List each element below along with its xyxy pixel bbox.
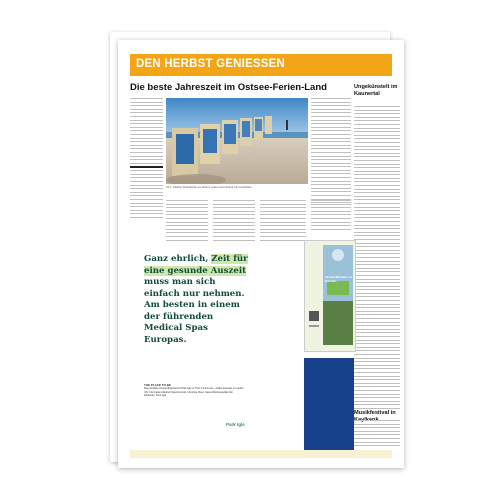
article-column-lower-2	[213, 200, 255, 243]
beach-chairs-photo	[166, 98, 308, 184]
park-igls-logo: Park Igls	[226, 422, 245, 427]
ad-slogan	[144, 254, 252, 346]
photo-caption: Ab 1. Oktober Strandkörbe am Strand, sowie Fotos Strand zum Herbstfest.	[166, 186, 253, 189]
side-article-title: Ungekünstelt im Kaunertal	[354, 84, 398, 97]
blue-ad-block	[304, 358, 354, 450]
article-headline: Die beste Jahreszeit im Ostsee-Ferien-Land	[130, 82, 327, 93]
ad-slogan-highlight: Zeit für eine gesunde Auszeit	[144, 254, 248, 276]
article-column-left	[130, 98, 163, 221]
ad-place-text	[144, 384, 244, 398]
bottom-ad-strip	[130, 450, 392, 458]
article-column-lower-4	[311, 200, 351, 232]
newspaper-page	[118, 40, 404, 468]
article-column-lower-1	[166, 200, 208, 243]
magazine-title: Herbst-Wandern in Kärnten	[325, 275, 352, 283]
section-banner	[130, 54, 392, 76]
side-article-2-column	[354, 420, 400, 449]
magazine-ad	[304, 240, 356, 352]
ad-place-title: THE PLACE TO BE	[144, 383, 171, 387]
article-column-right	[311, 98, 351, 206]
side-article-2-title: Musikfestival in	[354, 410, 396, 416]
section-banner-title: DEN HERBST GENIESSEN	[136, 58, 286, 70]
ad-slogan-part-1: Ganz ehrlich,	[144, 254, 212, 264]
ad-place-body: Das perfekte Gesundheitsresort Park Igls in Tirol. Fiversmal – stärke Energie pro jeden Uhr. Der beste Medical Spa-Konzept. Lifestyle Ideal. Gesundheitsqualität inkl. Wellness. Park Igls.	[144, 387, 244, 398]
ad-slogan-part-2: muss man sich einfach nur nehmen. Am besten in einem der führenden Medical Spas Europas.	[144, 277, 245, 345]
side-article-column	[354, 106, 400, 411]
article-column-lower-3	[260, 200, 306, 243]
